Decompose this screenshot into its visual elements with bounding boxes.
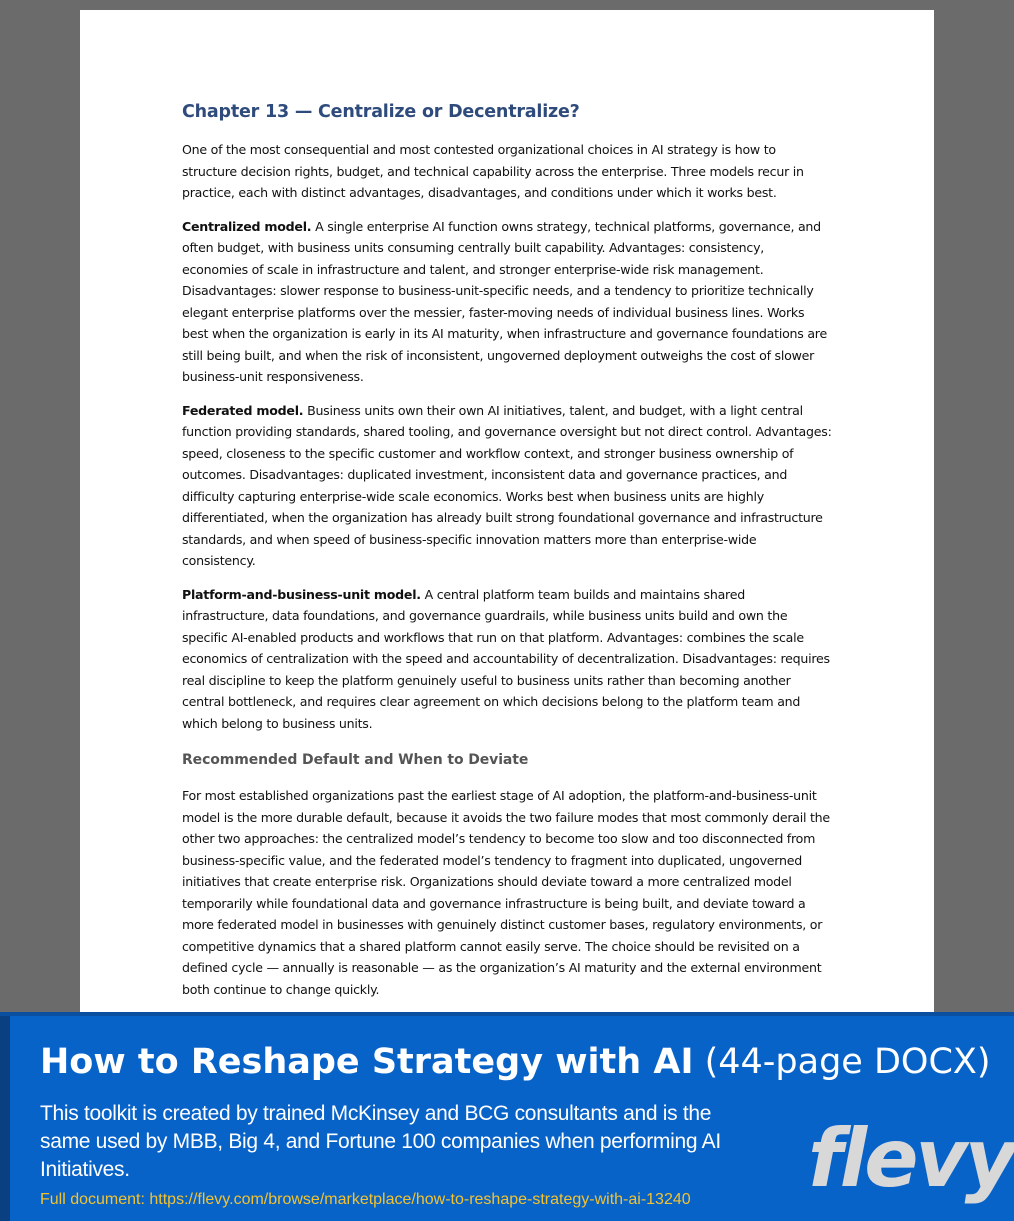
model-name: Platform-and-business-unit model. xyxy=(182,586,421,602)
banner-title-pages: (44-page DOCX) xyxy=(704,1042,991,1082)
banner-title xyxy=(40,1042,991,1082)
model-text: A single enterprise AI function owns strategy, technical platforms, governance, and often budget, with business units consuming centrally built capability. Advantages: consistency, economies of scale in infrastructure and talent, and stronger enterprise-wide risk management. Disadvantages: slower response to business-unit-specific needs, and a tendency to prioritize technically elegant enterprise platforms over the messier, faster-moving needs of individual business lines. Works best when the organization is early in its AI maturity, when infrastructure and governance foundations are still being built, and when the risk of inconsistent, ungoverned deployment outweighs the cost of slower business-unit responsiveness. xyxy=(182,218,827,384)
model-name: Federated model. xyxy=(182,402,304,418)
full-document-link[interactable]: Full document: https://flevy.com/browse/marketplace/how-to-reshape-strategy-with-ai-13240 xyxy=(40,1191,691,1208)
model-text: Business units own their own AI initiatives, talent, and budget, with a light central function providing standards, shared tooling, and governance oversight but not direct control. Advantages: speed, closeness to the specific customer and workflow context, and stronger business ownership of outcomes. Disadvantages: duplicated investment, inconsistent data and governance practices, and difficulty capturing enterprise-wide scale economics. Works best when business units are highly differentiated, when the organization has already built strong foundational governance and infrastructure standards, and when speed of business-specific innovation matters more than enterprise-wide consistency. xyxy=(182,402,832,568)
chapter-title: Chapter 13 — Centralize or Decentralize? xyxy=(182,102,580,122)
centralized-model-paragraph xyxy=(182,216,832,388)
platform-model-paragraph xyxy=(182,584,832,735)
banner-description: This toolkit is created by trained McKinsey and BCG consultants and is the same used by MBB, Big 4, and Fortune 100 companies when performing AI Initiatives. xyxy=(40,1102,721,1181)
document-page xyxy=(80,10,934,1020)
section-paragraph: For most established organizations past the earliest stage of AI adoption, the platform-and-business-unit model is the more durable default, because it avoids the two failure modes that most commonly derail the other two approaches: the centralized model’s tendency to become too slow and too disconnected from business-specific value, and the federated model’s tendency to fragment into duplicated, ungoverned initiatives that create enterprise risk. Organizations should deviate toward a more centralized model temporarily while foundational data and governance infrastructure is being built, and deviate toward a more federated model in businesses with genuinely distinct customer bases, regulatory environments, or competitive dynamics that a shared platform cannot easily serve. The choice should be revisited on a defined cycle — annually is reasonable — as the organization’s AI maturity and the external environment both continue to change quickly. xyxy=(182,788,830,997)
flevy-logo[interactable]: flevy xyxy=(808,1112,1014,1205)
federated-model-paragraph xyxy=(182,400,832,572)
section-heading: Recommended Default and When to Deviate xyxy=(182,752,529,768)
intro-paragraph: One of the most consequential and most contested organizational choices in AI strategy is how to structure decision rights, budget, and technical capability across the enterprise. Three models recur in practice, each with distinct advantages, disadvantages, and conditions under which it works best. xyxy=(182,142,804,200)
model-name: Centralized model. xyxy=(182,218,312,234)
model-text: A central platform team builds and maintains shared infrastructure, data foundations, and governance guardrails, while business units build and own the specific AI-enabled products and workflows that run on that platform. Advantages: combines the scale economics of centralization with the speed and accountability of decentralization. Disadvantages: requires real discipline to keep the platform genuinely useful to business units rather than becoming another central bottleneck, and requires clear agreement on which decisions belong to the platform team and which belong to business units. xyxy=(182,586,830,731)
banner-accent-strip xyxy=(0,1016,10,1221)
banner-title-main: How to Reshape Strategy with AI xyxy=(40,1042,694,1082)
promo-banner xyxy=(0,1012,1014,1221)
document-content xyxy=(182,102,832,1012)
